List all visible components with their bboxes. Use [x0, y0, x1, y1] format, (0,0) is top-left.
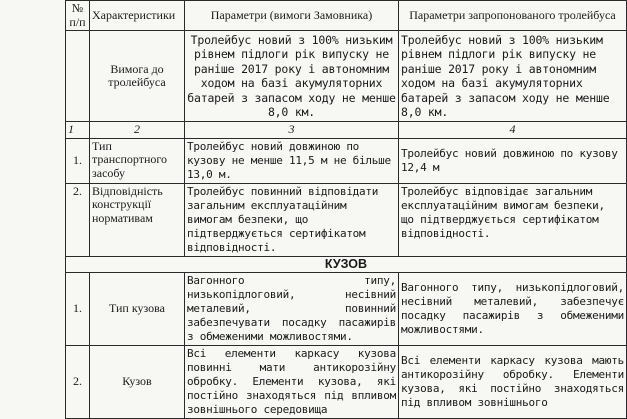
row-characteristic: Кузов [90, 346, 185, 419]
row-proposed-value: Тролейбус новий довжиною по кузову 12,4 м [399, 138, 627, 183]
header-proposed-params: Параметри запропонованого тролейбуса [399, 1, 627, 31]
row-number: 1. [66, 138, 90, 183]
row-characteristic: Тип транспортного засобу [90, 138, 185, 183]
row-characteristic: Відповідність конструкції нормативам [90, 183, 185, 256]
header-number: № п/п [66, 1, 90, 31]
requirement-row [66, 31, 627, 122]
row-number: 1. [66, 273, 90, 346]
row-proposed-value: Всі елементи каркасу кузова мають антикорозійну обробку. Елементи кузова, які постійно знаходяться під впливом зовнішнього [399, 346, 627, 419]
spec-table [65, 0, 627, 419]
table-header-row [66, 1, 627, 31]
column-index-1: 1 [66, 122, 90, 139]
section-row [66, 256, 627, 273]
column-index-3: 3 [185, 122, 399, 139]
row-characteristic: Тип кузова [90, 273, 185, 346]
header-customer-params: Параметри (вимоги Замовника) [185, 1, 399, 31]
requirement-proposed: Тролейбус новий з 100% низьким рівнем підлоги рік випуску не раніше 2017 року і автономним ходом на базі акумуляторних батарей з запасом ходу не менше 8,0 км. [399, 31, 627, 122]
requirement-customer: Тролейбус новий з 100% низьким рівнем підлоги рік випуску не раніше 2017 року і автономним ходом на базі акумуляторних батарей з запасом ходу не менше 8,0 км. [185, 31, 399, 122]
requirement-number [66, 31, 90, 122]
header-characteristics: Характеристики [90, 1, 185, 31]
row-customer-value: Вагонного типу, низькопідлоговий, несівний металевий, повинний забезпечувати посадку пасажирів з обмеженими можливостями. [185, 273, 399, 346]
column-index-row [66, 122, 627, 139]
row-customer-value: Тролейбус повинний відповідати загальним експлуатаційним вимогам безпеки, що підтверджується сертифікатом відповідності. [185, 183, 399, 256]
column-index-4: 4 [399, 122, 627, 139]
table-row [66, 183, 627, 256]
row-proposed-value: Вагонного типу, низькопідлоговий, несівний металевий, забезпечує посадку пасажирів з обмеженими можливостями. [399, 273, 627, 346]
spec-table-sheet [65, 0, 624, 416]
row-number: 2. [66, 346, 90, 419]
table-row [66, 273, 627, 346]
column-index-2: 2 [90, 122, 185, 139]
row-customer-value: Тролейбус новий довжиною по кузову не менше 11,5 м не більше 13,0 м. [185, 138, 399, 183]
row-customer-value: Всі елементи каркасу кузова повинні мати антикорозійну обробку. Елементи кузова, які постійно знаходяться під впливом зовнішнього середовища [185, 346, 399, 419]
row-number: 2. [66, 183, 90, 256]
table-row [66, 138, 627, 183]
requirement-label: Вимога до тролейбуса [90, 31, 185, 122]
row-proposed-value: Тролейбус відповідає загальним експлуатаційним вимогам безпеки, що підтверджується сертифікатом відповідності. [399, 183, 627, 256]
section-title: КУЗОВ [66, 256, 627, 273]
table-row [66, 346, 627, 419]
